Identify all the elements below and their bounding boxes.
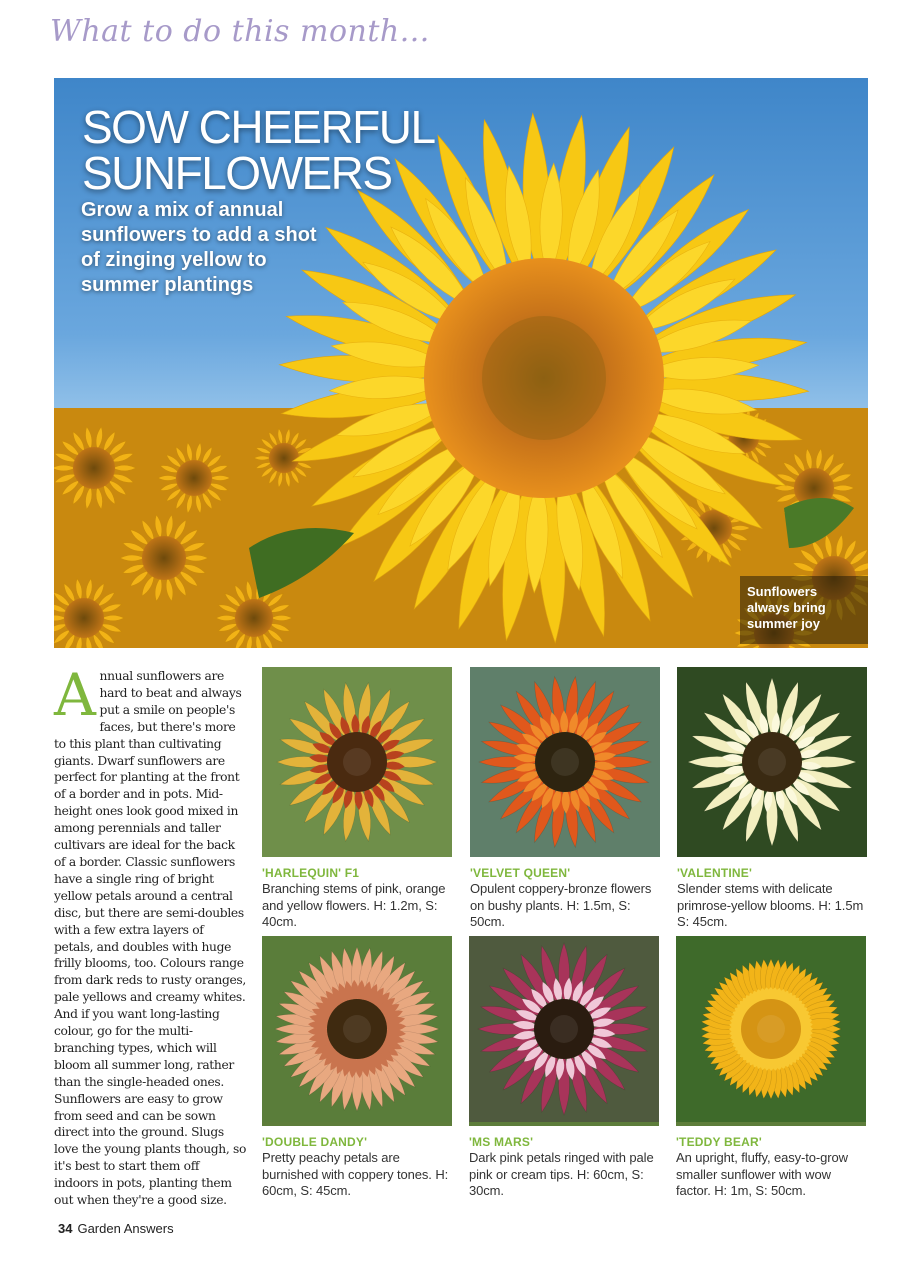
valentine-flower-image <box>677 667 867 857</box>
variety-card-ms-mars <box>469 936 661 1200</box>
variety-card-teddy-bear <box>676 936 868 1200</box>
double-dandy-photo <box>262 936 452 1126</box>
ms-mars-flower-image <box>469 936 659 1122</box>
article-body <box>54 661 247 1209</box>
variety-name: 'MS MARS' <box>469 1135 534 1149</box>
variety-card-valentine <box>677 667 869 931</box>
photo-caption: Sunflowers always bring summer joy <box>740 576 868 644</box>
double-dandy-flower-image <box>262 936 452 1122</box>
page-number: 34 <box>58 1221 73 1236</box>
harlequin-flower-image <box>262 667 452 857</box>
page-footer <box>58 1221 174 1236</box>
variety-description: Opulent coppery-bronze flowers on bushy plants. H: 1.5m, S: 50cm. <box>470 881 652 929</box>
variety-name: 'VALENTINE' <box>677 866 753 880</box>
ms-mars-photo <box>469 936 659 1126</box>
variety-description: An upright, fluffy, easy-to-grow smaller sunflower with wow factor. H: 1m, S: 50cm. <box>676 1150 848 1198</box>
variety-name: 'HARLEQUIN' F1 <box>262 866 360 880</box>
teddy-bear-flower-image <box>676 936 866 1122</box>
variety-description: Dark pink petals ringed with pale pink or cream tips. H: 60cm, S: 30cm. <box>469 1150 654 1198</box>
harlequin-photo <box>262 667 452 857</box>
section-kicker: What to do this month... <box>50 14 430 49</box>
variety-card-harlequin <box>262 667 454 931</box>
headline: SOW CHEERFUL SUNFLOWERS <box>82 101 433 199</box>
variety-description: Slender stems with delicate primrose-yellow blooms. H: 1.5m S: 45cm. <box>677 881 864 929</box>
velvet-queen-flower-image <box>470 667 660 857</box>
hero-photo <box>54 78 868 648</box>
variety-card-velvet-queen <box>470 667 662 931</box>
variety-description: Branching stems of pink, orange and yellow flowers. H: 1.2m, S: 40cm. <box>262 881 446 929</box>
valentine-photo <box>677 667 867 857</box>
article-paragraph: nnual sunflowers are hard to beat and always put a smile on people's faces, but there's more to this plant than cultivating giants. Dwarf sunflowers are perfect for planting at the front of a border and in pots. Mid-height ones look good mixed in among perennials and taller cultivars are ideal for the back of a border. Classic sunflowers have a single ring of bright yellow petals around a central disc, but there are semi-doubles with a few extra layers of petals, and doubles with huge frilly blooms, too. Colours range from dark reds to rusty oranges, pale yellows and creamy whites. And if you want long-lasting colour, go for the multi-branching types, which will bloom all summer long, rather than the single-headed ones. Sunflowers are easy to grow from seed and can be sown direct into the ground. Slugs love the young plants though, so it's best to start them off indoors in pots, planting them out when they're a good size. <box>54 669 247 1208</box>
magazine-name: Garden Answers <box>77 1221 174 1236</box>
variety-name: 'DOUBLE DANDY' <box>262 1135 368 1149</box>
variety-name: 'TEDDY BEAR' <box>676 1135 762 1149</box>
variety-name: 'VELVET QUEEN' <box>470 866 571 880</box>
teddy-bear-photo <box>676 936 866 1126</box>
standfirst: Grow a mix of annual sunflowers to add a shot of zinging yellow to summer plantings <box>81 199 317 296</box>
variety-description: Pretty peachy petals are burnished with coppery tones. H: 60cm, S: 45cm. <box>262 1150 449 1198</box>
velvet-queen-photo <box>470 667 660 857</box>
variety-card-double-dandy <box>262 936 454 1200</box>
drop-cap: A <box>54 661 96 729</box>
